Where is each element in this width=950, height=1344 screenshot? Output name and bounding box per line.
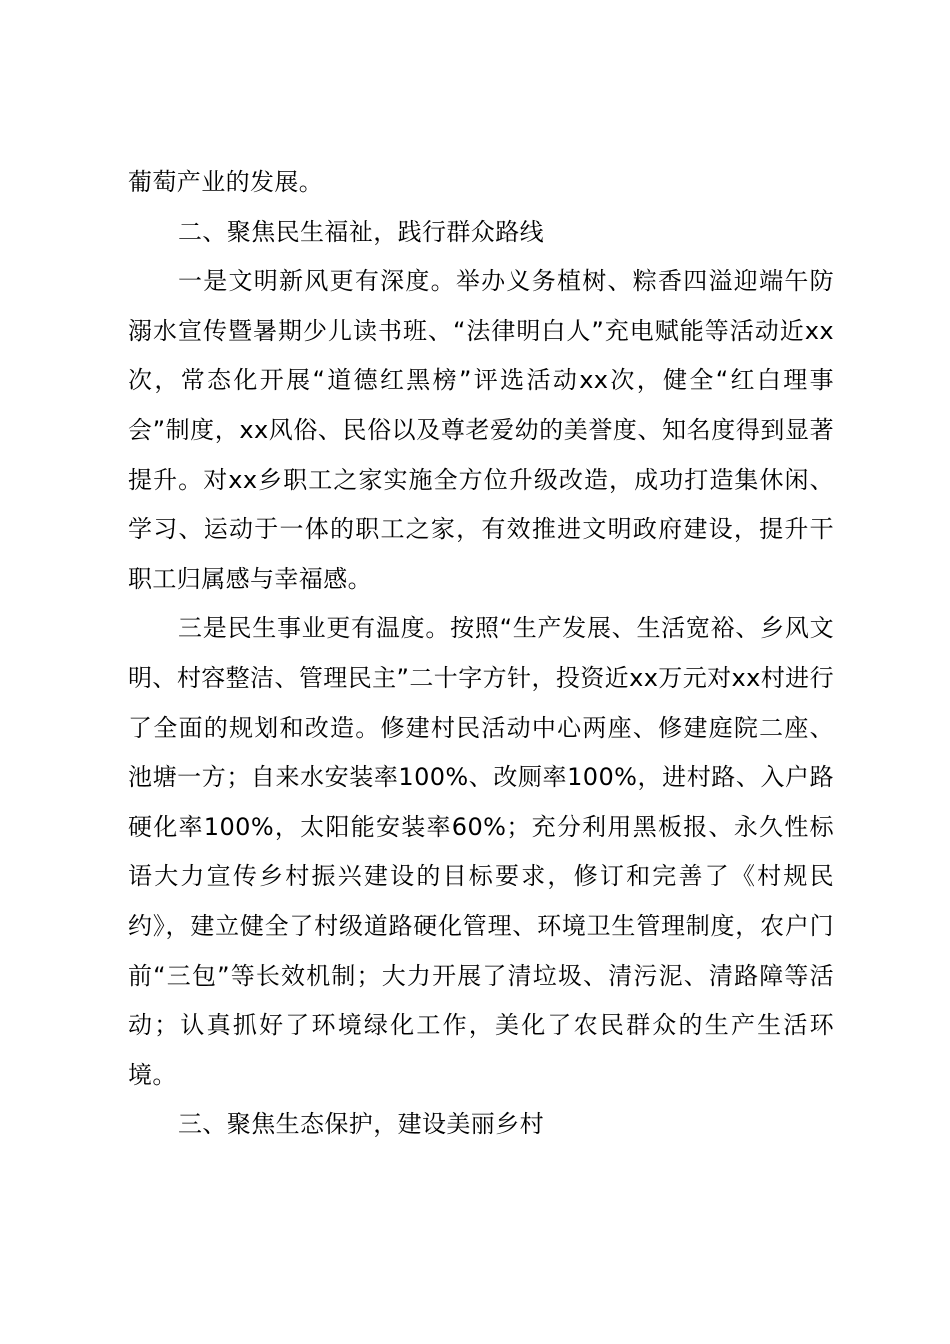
section-heading-3: 三、聚焦生态保护，建设美丽乡村 (178, 1110, 544, 1139)
document-body (128, 158, 834, 1150)
paragraph-livelihood: 三是民生事业更有温度。按照“生产发展、生活宽裕、乡风文明、村容整洁、管理民主”二十字方针，投资近xx万元对xx村进行了全面的规划和改造。修建村民活动中心两座、修建庭院二座、池塘一方；自来水安装率100%、改厕率100%，进村路、入户路硬化率100%，太阳能安装率60%；充分利用黑板报、永久性标语大力宣传乡村振兴建设的目标要求，修订和完善了《村规民约》，建立健全了村级道路硬化管理、环境卫生管理制度，农户门前“三包”等长效机制；大力开展了清垃圾、清污泥、清路障等活动；认真抓好了环境绿化工作，美化了农民群众的生产生活环境。 (128, 614, 834, 1089)
paragraph-continuation: 葡萄产业的发展。 (128, 168, 324, 196)
section-heading-2: 二、聚焦民生福祉，践行群众路线 (178, 217, 544, 246)
paragraph-civilization: 一是文明新风更有深度。举办义务植树、粽香四溢迎端午防溺水宣传暨暑期少儿读书班、“法律明白人”充电赋能等活动近xx次，常态化开展“道德红黑榜”评选活动xx次，健全“红白理事会”制度，xx风俗、民俗以及尊老爱幼的美誉度、知名度得到显著提升。对xx乡职工之家实施全方位升级改造，成功打造集休闲、学习、运动于一体的职工之家，有效推进文明政府建设，提升干职工归属感与幸福感。 (128, 267, 834, 593)
